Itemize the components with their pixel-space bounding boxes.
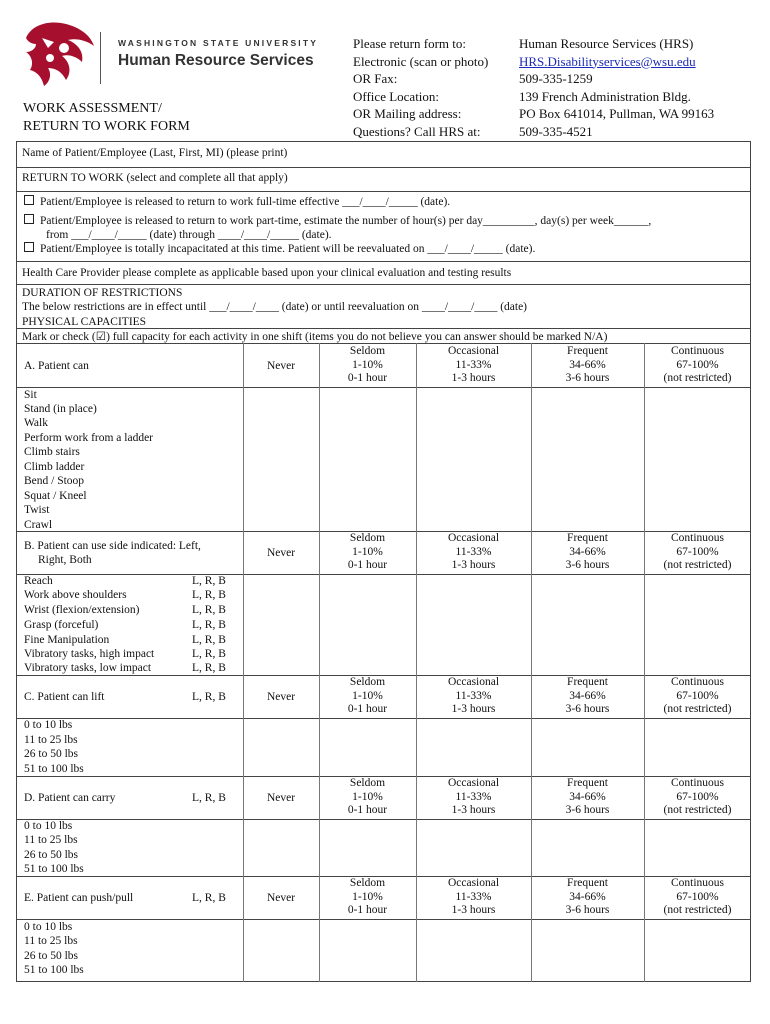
return-label: OR Mailing address: [353,106,462,121]
physical-label: PHYSICAL CAPACITIES [22,316,147,328]
section-a-title: A. Patient can [24,360,89,372]
name-field-label[interactable]: Name of Patient/Employee (Last, First, MI) (please print) [22,147,288,159]
section-d-title: D. Patient can carry [24,792,116,804]
frequent-header: Frequent 34-66% 3-6 hours [565,777,610,817]
logo-divider [100,32,101,84]
option-part-time[interactable] [24,214,651,228]
return-labels [353,35,488,140]
side-indicator: L, R, B [192,604,226,616]
return-label: OR Fax: [353,71,398,86]
list-item: 26 to 50 lbs [24,849,78,861]
return-label: Office Location: [353,88,440,104]
rule [16,919,751,920]
never-header: Never [266,892,296,904]
side-indicator: L, R, B [192,648,226,660]
rule [16,261,751,262]
list-item: 51 to 100 lbs [24,863,84,875]
option-incapacitated[interactable] [24,242,535,256]
office-location: 139 French Administration Bldg. [519,88,691,104]
list-item: 11 to 25 lbs [24,834,78,846]
list-item: Bend / Stoop [24,475,85,487]
rule [16,284,751,285]
department-name: Human Resource Services [118,52,314,69]
never-header: Never [266,691,296,703]
never-header: Never [266,547,296,559]
frequent-header: Frequent 34-66% 3-6 hours [565,877,610,917]
section-c-title: C. Patient can lift [24,691,105,703]
side-indicator: L, R, B [192,691,226,703]
continuous-header: Continuous 67-100% (not restricted) [663,877,732,917]
frequent-header: Frequent 34-66% 3-6 hours [565,532,610,572]
list-item: Climb ladder [24,461,85,473]
occasional-header: Occasional 11-33% 1-3 hours [447,532,500,572]
list-item: Squat / Kneel [24,490,87,502]
form-title-line2: RETURN TO WORK FORM [23,119,190,134]
rule [16,167,751,168]
rule [16,191,751,192]
col-rule [243,343,244,982]
continuous-header: Continuous 67-100% (not restricted) [663,532,732,572]
duration-label: DURATION OF RESTRICTIONS [22,287,183,299]
section-e-title: E. Patient can push/pull [24,892,134,904]
office-name: Human Resource Services (HRS) [519,36,694,51]
list-item: Work above shoulders [24,589,127,601]
seldom-header: Seldom 1-10% 0-1 hour [347,877,388,917]
option-full-time[interactable] [24,195,450,209]
list-item: Vibratory tasks, high impact [24,648,155,660]
frequent-header: Frequent 34-66% 3-6 hours [565,676,610,716]
side-indicator: L, R, B [192,589,226,601]
seldom-header: Seldom 1-10% 0-1 hour [347,676,388,716]
list-item: Vibratory tasks, low impact [24,662,152,674]
list-item: 11 to 25 lbs [24,935,78,947]
seldom-header: Seldom 1-10% 0-1 hour [347,345,388,385]
list-item: Reach [24,575,53,587]
seldom-header: Seldom 1-10% 0-1 hour [347,777,388,817]
list-item: Climb stairs [24,446,80,458]
continuous-header: Continuous 67-100% (not restricted) [663,345,732,385]
list-item: 11 to 25 lbs [24,734,78,746]
checkbox[interactable] [24,214,34,224]
continuous-header: Continuous 67-100% (not restricted) [663,676,732,716]
return-label: Please return form to: [353,36,466,51]
occasional-header: Occasional 11-33% 1-3 hours [447,676,500,716]
rule [16,574,751,575]
list-item: Fine Manipulation [24,634,110,646]
list-item: 0 to 10 lbs [24,921,73,933]
list-item: Wrist (flexion/extension) [24,604,140,616]
return-label: Questions? Call HRS at: [353,123,481,139]
section-b-title: B. Patient can use side indicated: Left, [24,540,201,552]
fax-number: 509-335-1259 [519,71,593,86]
mark-instructions: Mark or check (☑) full capacity for each activity in one shift (items you do not believe you can answer should be marked N/A) [22,331,608,343]
university-name: WASHINGTON STATE UNIVERSITY [118,38,319,48]
side-indicator: L, R, B [192,662,226,674]
return-label: Electronic (scan or photo) [353,53,489,69]
never-header: Never [266,360,296,372]
form-title-line1: WORK ASSESSMENT/ [23,101,162,116]
seldom-header: Seldom 1-10% 0-1 hour [347,532,388,572]
list-item: Twist [24,504,50,516]
list-item: Perform work from a ladder [24,432,154,444]
rule [16,387,751,388]
cougar-head-icon [20,18,100,88]
duration-text[interactable]: The below restrictions are in effect until ___/____/____ (date) or until reevaluation on ____/____/____ (date) [22,301,528,313]
option-text: Patient/Employee is totally incapacitated at this time. Patient will be reevaluated on ___/____/_____ (date). [40,243,536,255]
list-item: 0 to 10 lbs [24,719,73,731]
list-item: Sit [24,389,37,401]
checkbox[interactable] [24,195,34,205]
occasional-header: Occasional 11-33% 1-3 hours [447,877,500,917]
rule [16,819,751,820]
form-title [23,100,190,136]
continuous-header: Continuous 67-100% (not restricted) [663,777,732,817]
list-item: 26 to 50 lbs [24,748,78,760]
option-text: Patient/Employee is released to return to work full-time effective ___/____/_____ (date). [40,196,451,208]
mailing-address: PO Box 641014, Pullman, WA 99163 [519,106,715,121]
rule [16,718,751,719]
side-indicator: L, R, B [192,634,226,646]
side-indicator: L, R, B [192,619,226,631]
side-indicator: L, R, B [192,575,226,587]
list-item: Grasp (forceful) [24,619,99,631]
section-b-title-2: Right, Both [38,554,92,566]
frequent-header: Frequent 34-66% 3-6 hours [565,345,610,385]
option-part-time-dates: from ___/____/_____ (date) through ____/____/_____ (date). [46,229,332,241]
checkbox[interactable] [24,242,34,252]
list-item: Walk [24,417,48,429]
list-item: 51 to 100 lbs [24,964,84,976]
provider-note: Health Care Provider please complete as applicable based upon your clinical evaluation and testing results [22,267,512,279]
occasional-header: Occasional 11-33% 1-3 hours [447,777,500,817]
occasional-header: Occasional 11-33% 1-3 hours [447,345,500,385]
never-header: Never [266,792,296,804]
phone-number: 509-335-4521 [519,123,593,139]
side-indicator: L, R, B [192,792,226,804]
list-item: 26 to 50 lbs [24,950,78,962]
list-item: 51 to 100 lbs [24,763,84,775]
side-indicator: L, R, B [192,892,226,904]
return-to-work-label: RETURN TO WORK (select and complete all that apply) [22,172,288,184]
option-text: Patient/Employee is released to return to work part-time, estimate the number of hour(s) per day_________, day(s) per week______, [40,215,652,227]
list-item: Stand (in place) [24,403,97,415]
list-item: 0 to 10 lbs [24,820,73,832]
return-values [519,35,714,140]
email-link[interactable]: HRS.Disabilityservices@wsu.edu [519,53,696,69]
list-item: Crawl [24,519,53,531]
